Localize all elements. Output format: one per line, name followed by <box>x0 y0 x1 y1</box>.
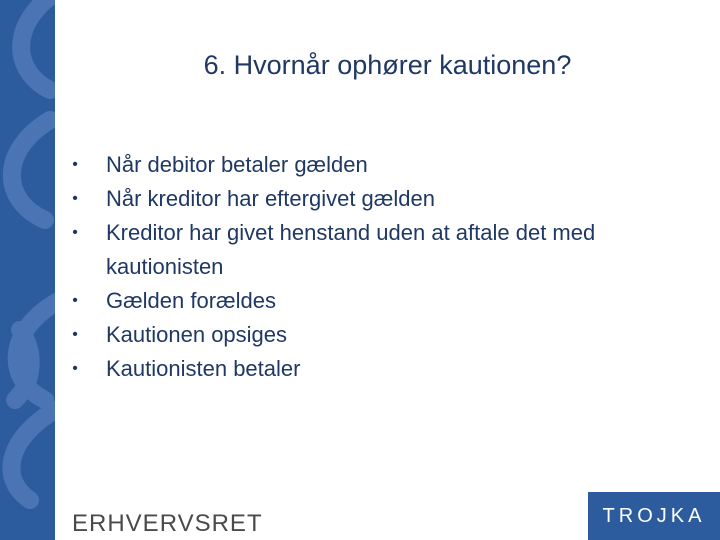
bullet-text: Når debitor betaler gælden <box>106 152 368 177</box>
bullet-item <box>68 352 708 386</box>
bullet-text: Kreditor har givet henstand uden at aftale det med kautionisten <box>106 220 596 279</box>
trojka-logo: TROJKA <box>588 492 720 540</box>
bullet-text: Når kreditor har eftergivet gælden <box>106 186 435 211</box>
bullet-dot-icon: • <box>72 156 78 173</box>
bullet-dot-icon: • <box>72 326 78 343</box>
bullet-text: Kautionisten betaler <box>106 356 301 381</box>
bullet-item <box>68 216 708 284</box>
bullet-dot-icon: • <box>72 292 78 309</box>
bullet-text: Kautionen opsiges <box>106 322 288 347</box>
bullet-item <box>68 182 708 216</box>
erhvervsret-logo: ERHVERVSRET <box>72 510 263 537</box>
decorative-sidebar <box>0 0 55 540</box>
bullet-dot-icon: • <box>72 360 78 377</box>
bullet-dot-icon: • <box>72 224 78 241</box>
bullet-list <box>68 148 708 386</box>
bullet-dot-icon: • <box>72 190 78 207</box>
bullet-item <box>68 318 708 352</box>
slide-title: 6. Hvornår ophører kautionen? <box>203 50 572 80</box>
section-sign-icon <box>0 0 55 540</box>
bullet-item <box>68 148 708 182</box>
bullet-text: Gælden forældes <box>106 288 276 313</box>
bullet-item <box>68 284 708 318</box>
